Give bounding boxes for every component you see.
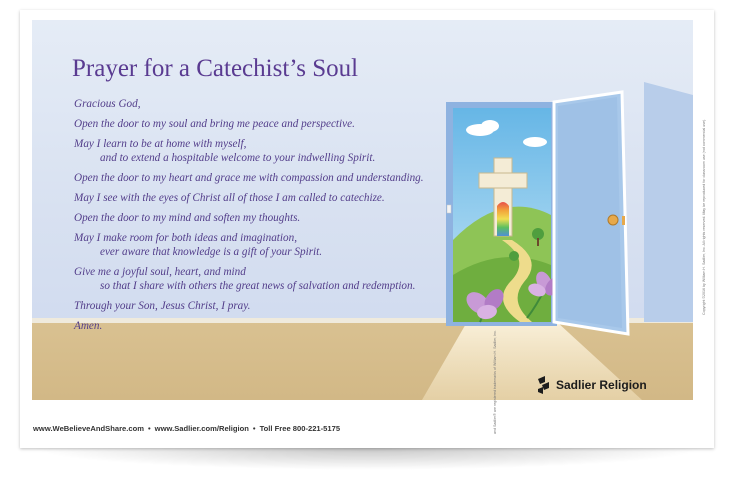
trademark-notice: and Sadlier® are registered trademarks of William H. Sadlier, Inc. bbox=[493, 330, 497, 434]
bullet-separator: • bbox=[148, 424, 151, 433]
sadlier-logo bbox=[536, 376, 647, 394]
prayer-line: May I see with the eyes of Christ all of those I am called to catechize. bbox=[74, 192, 385, 204]
prayer-line: May I learn to be at home with myself, bbox=[74, 138, 247, 150]
copyright-notice: Copyright ©2016 by William H. Sadlier, Inc. All rights reserved. May be reproduced for classroom use (not commercial use). bbox=[702, 118, 706, 315]
prayer-line: May I make room for both ideas and imagination, bbox=[74, 232, 298, 244]
phone-number: Toll Free 800-221-5175 bbox=[259, 424, 341, 433]
prayer-line: ever aware that knowledge is a gift of your Spirit. bbox=[100, 246, 323, 258]
prayer-line: Open the door to my heart and grace me with compassion and understanding. bbox=[74, 172, 424, 184]
prayer-line: so that I share with others the great news of salvation and redemption. bbox=[100, 280, 416, 292]
bullet-separator: • bbox=[252, 424, 256, 433]
illustration-scene bbox=[32, 20, 693, 400]
website-link[interactable]: www.WeBelieveAndShare.com bbox=[33, 424, 144, 433]
prayer-line: Open the door to my mind and soften my thoughts. bbox=[74, 212, 301, 224]
religion-link[interactable]: www.Sadlier.com/Religion bbox=[154, 424, 249, 433]
prayer-title: Prayer for a Catechist’s Soul bbox=[72, 55, 359, 82]
prayer-line: Give me a joyful soul, heart, and mind bbox=[74, 266, 246, 278]
prayer-line: Amen. bbox=[74, 320, 103, 332]
page-shadow bbox=[30, 448, 706, 470]
prayer-line: and to extend a hospitable welcome to your indwelling Spirit. bbox=[100, 152, 376, 164]
prayer-line: Through your Son, Jesus Christ, I pray. bbox=[74, 300, 251, 312]
prayer-line: Open the door to my soul and bring me peace and perspective. bbox=[74, 118, 355, 130]
prayer-line: Gracious God, bbox=[74, 98, 141, 110]
sadlier-logo-icon bbox=[536, 376, 552, 394]
logo-text: Sadlier Religion bbox=[556, 378, 647, 392]
footer bbox=[33, 424, 340, 433]
